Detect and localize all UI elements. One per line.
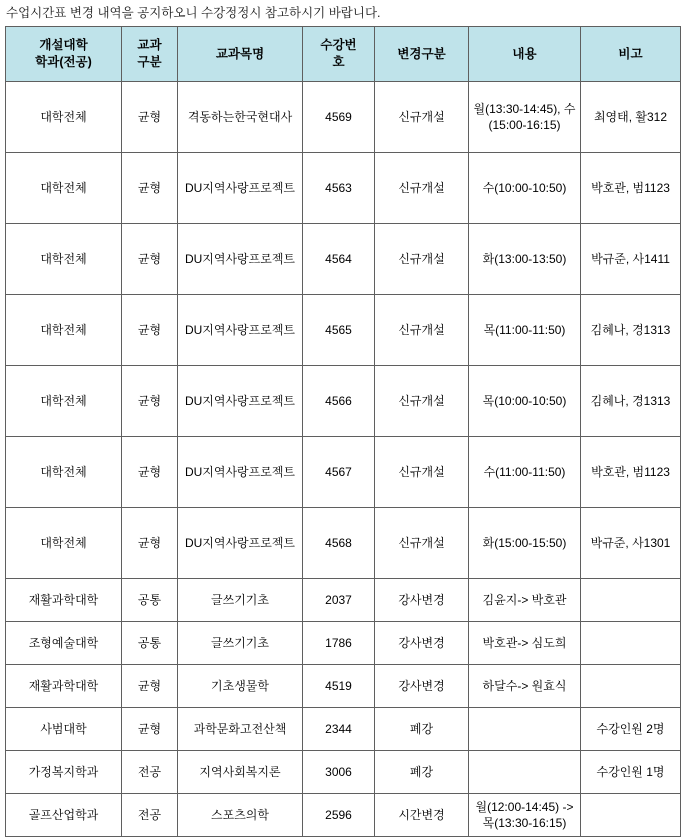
cell-course-type: 균형 — [122, 708, 178, 751]
table-row — [6, 82, 681, 153]
cell-course-name: DU지역사랑프로젝트 — [178, 437, 303, 508]
cell-change-type: 강사변경 — [375, 622, 469, 665]
cell-department: 대학전체 — [6, 224, 122, 295]
cell-department: 대학전체 — [6, 508, 122, 579]
cell-change-type: 시간변경 — [375, 794, 469, 837]
cell-course-name: 스포츠의학 — [178, 794, 303, 837]
cell-course-name: DU지역사랑프로젝트 — [178, 508, 303, 579]
cell-change-type: 강사변경 — [375, 579, 469, 622]
cell-course-type: 균형 — [122, 295, 178, 366]
cell-department: 조형예술대학 — [6, 622, 122, 665]
column-header-detail: 내용 — [469, 27, 581, 82]
cell-note: 김혜나, 경1313 — [581, 295, 681, 366]
column-header-department: 개설대학 학과(전공) — [6, 27, 122, 82]
cell-course-name: 지역사회복지론 — [178, 751, 303, 794]
cell-detail: 하달수-> 원효식 — [469, 665, 581, 708]
cell-note: 수강인원 2명 — [581, 708, 681, 751]
cell-department: 사범대학 — [6, 708, 122, 751]
cell-detail: 화(15:00-15:50) — [469, 508, 581, 579]
cell-change-type: 신규개설 — [375, 437, 469, 508]
cell-course-type: 균형 — [122, 366, 178, 437]
cell-change-type: 신규개설 — [375, 508, 469, 579]
cell-course-name: 글쓰기기초 — [178, 579, 303, 622]
cell-course-type: 공통 — [122, 622, 178, 665]
cell-department: 재활과학대학 — [6, 665, 122, 708]
cell-change-type: 신규개설 — [375, 224, 469, 295]
cell-detail: 목(11:00-11:50) — [469, 295, 581, 366]
cell-course-type: 균형 — [122, 508, 178, 579]
cell-note: 박규준, 사1301 — [581, 508, 681, 579]
cell-course-number: 2037 — [303, 579, 375, 622]
table-row — [6, 224, 681, 295]
cell-course-number: 4568 — [303, 508, 375, 579]
cell-department: 대학전체 — [6, 295, 122, 366]
cell-course-number: 4567 — [303, 437, 375, 508]
cell-note — [581, 579, 681, 622]
cell-course-type: 균형 — [122, 153, 178, 224]
cell-detail: 김윤지-> 박호관 — [469, 579, 581, 622]
table-row — [6, 751, 681, 794]
table-row — [6, 508, 681, 579]
cell-course-name: DU지역사랑프로젝트 — [178, 224, 303, 295]
table-row — [6, 366, 681, 437]
cell-course-name: 글쓰기기초 — [178, 622, 303, 665]
cell-course-name: DU지역사랑프로젝트 — [178, 295, 303, 366]
cell-detail: 월(12:00-14:45) -> 목(13:30-16:15) — [469, 794, 581, 837]
cell-course-number: 1786 — [303, 622, 375, 665]
cell-course-number: 4569 — [303, 82, 375, 153]
cell-change-type: 신규개설 — [375, 82, 469, 153]
cell-course-number: 4566 — [303, 366, 375, 437]
column-header-course-name: 교과목명 — [178, 27, 303, 82]
cell-change-type: 신규개설 — [375, 295, 469, 366]
cell-note: 박규준, 사1411 — [581, 224, 681, 295]
cell-note: 최영태, 활312 — [581, 82, 681, 153]
column-header-course-number: 수강번 호 — [303, 27, 375, 82]
cell-department: 재활과학대학 — [6, 579, 122, 622]
cell-department: 대학전체 — [6, 153, 122, 224]
table-header — [6, 27, 681, 82]
cell-course-type: 공통 — [122, 579, 178, 622]
cell-detail: 박호관-> 심도희 — [469, 622, 581, 665]
cell-course-number: 4519 — [303, 665, 375, 708]
cell-course-type: 전공 — [122, 751, 178, 794]
cell-detail: 화(13:00-13:50) — [469, 224, 581, 295]
column-header-type: 교과 구분 — [122, 27, 178, 82]
table-row — [6, 665, 681, 708]
table-header-row — [6, 27, 681, 82]
cell-course-type: 전공 — [122, 794, 178, 837]
cell-detail — [469, 751, 581, 794]
cell-note: 박호관, 범1123 — [581, 437, 681, 508]
cell-note — [581, 622, 681, 665]
table-row — [6, 622, 681, 665]
cell-note — [581, 794, 681, 837]
cell-course-name: DU지역사랑프로젝트 — [178, 366, 303, 437]
cell-detail: 월(13:30-14:45), 수(15:00-16:15) — [469, 82, 581, 153]
cell-note: 김혜나, 경1313 — [581, 366, 681, 437]
cell-change-type: 강사변경 — [375, 665, 469, 708]
cell-course-type: 균형 — [122, 82, 178, 153]
table-row — [6, 708, 681, 751]
table-row — [6, 437, 681, 508]
cell-course-number: 4565 — [303, 295, 375, 366]
cell-course-name: DU지역사랑프로젝트 — [178, 153, 303, 224]
cell-change-type: 신규개설 — [375, 153, 469, 224]
cell-department: 가정복지학과 — [6, 751, 122, 794]
cell-detail: 수(10:00-10:50) — [469, 153, 581, 224]
cell-department: 대학전체 — [6, 82, 122, 153]
cell-note: 박호관, 범1123 — [581, 153, 681, 224]
cell-detail: 수(11:00-11:50) — [469, 437, 581, 508]
schedule-change-table — [5, 26, 681, 837]
cell-department: 대학전체 — [6, 366, 122, 437]
cell-change-type: 폐강 — [375, 751, 469, 794]
cell-detail: 목(10:00-10:50) — [469, 366, 581, 437]
notice-text: 수업시간표 변경 내역을 공지하오니 수강정정시 참고하시기 바랍니다. — [6, 6, 381, 20]
cell-detail — [469, 708, 581, 751]
cell-note — [581, 665, 681, 708]
cell-change-type: 신규개설 — [375, 366, 469, 437]
cell-course-name: 과학문화고전산책 — [178, 708, 303, 751]
column-header-note: 비고 — [581, 27, 681, 82]
cell-course-number: 4564 — [303, 224, 375, 295]
table-row — [6, 794, 681, 837]
cell-course-type: 균형 — [122, 224, 178, 295]
cell-department: 골프산업학과 — [6, 794, 122, 837]
cell-change-type: 폐강 — [375, 708, 469, 751]
table-row — [6, 153, 681, 224]
cell-course-name: 격동하는한국현대사 — [178, 82, 303, 153]
table-row — [6, 579, 681, 622]
cell-note: 수강인원 1명 — [581, 751, 681, 794]
cell-course-number: 4563 — [303, 153, 375, 224]
table-row — [6, 295, 681, 366]
column-header-change-type: 변경구분 — [375, 27, 469, 82]
table-body — [6, 82, 681, 837]
cell-course-type: 균형 — [122, 437, 178, 508]
cell-course-number: 2596 — [303, 794, 375, 837]
cell-course-number: 3006 — [303, 751, 375, 794]
cell-department: 대학전체 — [6, 437, 122, 508]
cell-course-type: 균형 — [122, 665, 178, 708]
cell-course-name: 기초생물학 — [178, 665, 303, 708]
cell-course-number: 2344 — [303, 708, 375, 751]
